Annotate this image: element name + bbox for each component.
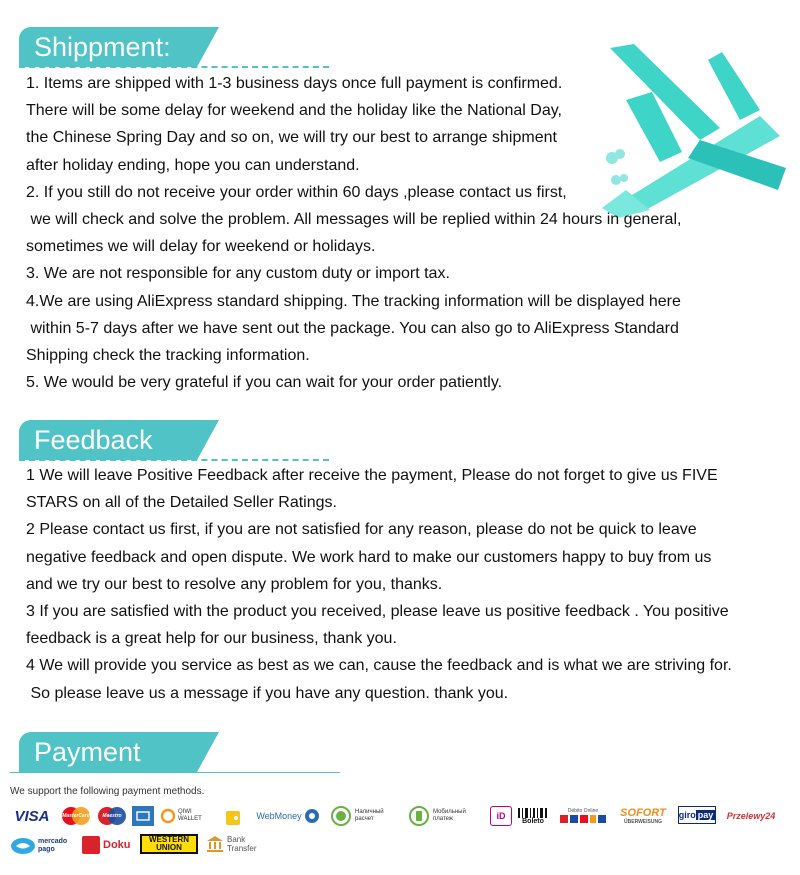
shipment-text <box>26 70 681 396</box>
feedback-line: 2 Please contact us first, if you are not satisfied for any reason, please do not be quick to leave <box>26 521 697 539</box>
cash-payment-logo: Наличный расчет <box>330 804 400 828</box>
qiwi-logo: QIWI WALLET <box>160 804 212 828</box>
visa-logo: VISA <box>14 807 50 825</box>
bank-transfer-logo: Bank Transfer <box>206 832 266 856</box>
shipment-line: 1. Items are shipped with 1-3 business days once full payment is confirmed. <box>26 75 563 92</box>
giropay-logo: giro pay <box>678 806 716 824</box>
payment-divider <box>10 772 340 773</box>
western-union-logo: WESTERN UNION <box>140 834 198 854</box>
mastercard-logo: MasterCard <box>60 806 92 826</box>
feedback-line: 4 We will provide you service as best as we can, cause the feedback and is what we are striving for. <box>26 657 732 675</box>
doku-logo: Doku <box>82 834 134 856</box>
shipment-line: sometimes we will delay for weekend or holidays. <box>26 238 376 256</box>
feedback-line: So please leave us a message if you have any question. thank you. <box>26 684 509 702</box>
maestro-logo: Maestro <box>96 806 128 826</box>
feedback-heading <box>19 420 197 460</box>
shipment-line: 4.We are using AliExpress standard shipping. The tracking information will be displayed here <box>26 292 681 310</box>
feedback-line: and we try our best to resolve any problem for you, thanks. <box>26 575 443 593</box>
shipment-line: Shipping check the tracking information. <box>26 347 310 365</box>
shipment-heading <box>19 27 197 67</box>
shipment-title: Shippment: <box>34 32 171 62</box>
feedback-line: 3 If you are satisfied with the product you received, please leave us positive feedback . You positive <box>26 603 729 621</box>
feedback-line: 1 We will leave Positive Feedback after receive the payment, Please do not forget to give us FIVE <box>26 467 718 484</box>
feedback-title: Feedback <box>34 425 153 455</box>
ideal-logo: iD <box>490 806 512 826</box>
payment-subtitle: We support the following payment methods. <box>10 786 205 797</box>
shipment-line: the Chinese Spring Day and so on, we will try our best to arrange shipment <box>26 129 557 147</box>
shipment-line: we will check and solve the problem. All messages will be replied within 24 hours in general, <box>26 211 682 229</box>
przelewy24-logo: Przelewy24 <box>726 811 776 821</box>
shipment-line: after holiday ending, hope you can understand. <box>26 156 360 174</box>
shipment-divider <box>19 66 329 68</box>
shipment-line: within 5-7 days after we have sent out the package. You can also go to AliExpress Standard <box>26 319 679 337</box>
feedback-divider <box>19 459 329 461</box>
debito-online-logo: Débito Online <box>556 804 610 828</box>
shipment-line: 3. We are not responsible for any custom duty or import tax. <box>26 265 450 283</box>
yandex-money-logo <box>222 804 244 828</box>
shipment-line: There will be some delay for weekend and the holiday like the National Day, <box>26 102 562 120</box>
sofort-logo: SOFORT ÜBERWEISUNG <box>620 807 666 825</box>
feedback-line: STARS on all of the Detailed Seller Ratings. <box>26 494 337 512</box>
webmoney-logo: WebMoney <box>254 806 322 826</box>
payment-heading <box>19 732 197 772</box>
feedback-line: negative feedback and open dispute. We work hard to make our customers happy to buy from us <box>26 548 712 566</box>
feedback-line: feedback is a great help for our business, thank you. <box>26 630 397 648</box>
shipment-line: 2. If you still do not receive your order within 60 days ,please contact us first, <box>26 183 567 201</box>
amex-logo <box>132 806 154 826</box>
payment-title: Payment <box>34 737 141 767</box>
feedback-text <box>26 462 732 707</box>
mercadopago-logo: mercado pago <box>10 834 76 858</box>
mobile-payment-logo: Мобильный платеж <box>408 804 484 828</box>
boleto-logo: Boleto <box>516 804 550 828</box>
shipment-line: 5. We would be very grateful if you can wait for your order patiently. <box>26 374 503 392</box>
